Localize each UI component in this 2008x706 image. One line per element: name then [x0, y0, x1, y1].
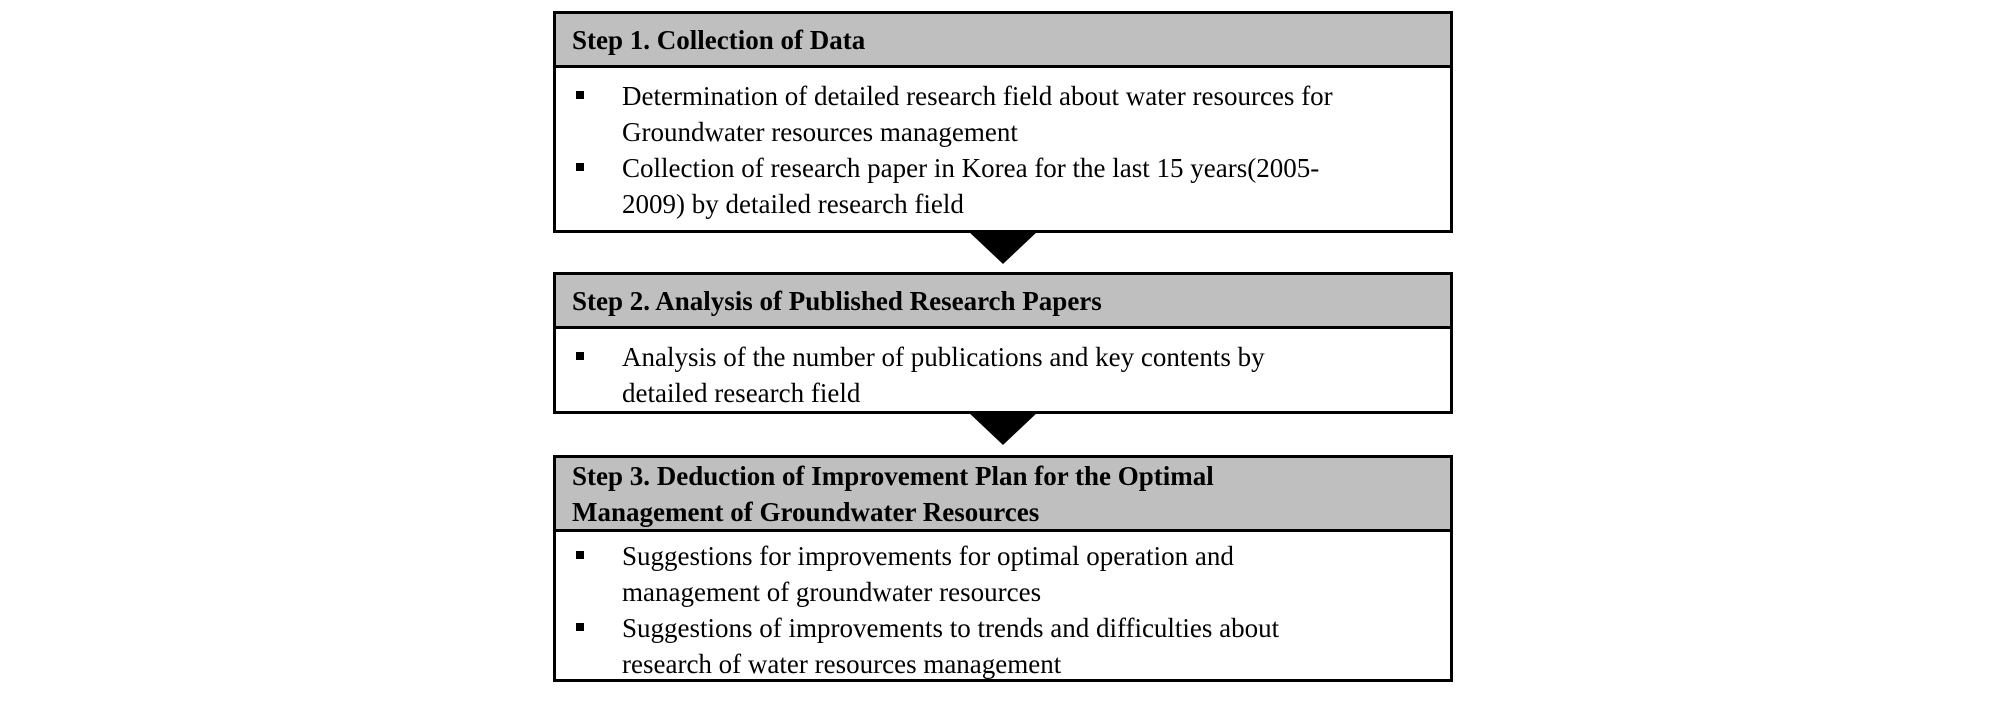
- bullet-text-line: Analysis of the number of publications and key contents by: [622, 342, 1265, 372]
- step-2-body: [556, 329, 1450, 411]
- step-3-header: [556, 458, 1450, 532]
- bullet-text-line: 2009) by detailed research field: [622, 189, 964, 219]
- step-2-box: [553, 272, 1453, 414]
- process-flowchart: [553, 11, 1453, 682]
- square-bullet-icon: [576, 551, 584, 559]
- step-3-title-line: Management of Groundwater Resources: [572, 496, 1040, 527]
- step-1-header: [556, 14, 1450, 68]
- step-1-box: [553, 11, 1453, 233]
- square-bullet-icon: [576, 623, 584, 631]
- step-2-header: [556, 275, 1450, 329]
- bullet-text-line: Suggestions for improvements for optimal operation and: [622, 541, 1234, 571]
- bullet-item: [572, 610, 1434, 682]
- bullet-text-line: Collection of research paper in Korea for the last 15 years(2005-: [622, 153, 1320, 183]
- bullet-item: [572, 538, 1434, 610]
- bullet-item: [572, 339, 1434, 411]
- bullet-text-line: Suggestions of improvements to trends and difficulties about: [622, 613, 1280, 643]
- bullet-text-line: detailed research field: [622, 378, 861, 408]
- step-3-title-line: Step 3. Deduction of Improvement Plan for the Optimal: [572, 460, 1214, 491]
- step-1-title: Step 1. Collection of Data: [572, 24, 866, 55]
- bullet-text-line: Groundwater resources management: [622, 117, 1018, 147]
- step-3-box: [553, 455, 1453, 682]
- down-arrow-icon: [967, 230, 1039, 264]
- step-2-title: Step 2. Analysis of Published Research Papers: [572, 285, 1102, 316]
- down-arrow-icon: [967, 411, 1039, 445]
- bullet-text-line: management of groundwater resources: [622, 577, 1042, 607]
- bullet-text-line: research of water resources management: [622, 649, 1062, 679]
- step-1-body: [556, 68, 1450, 222]
- square-bullet-icon: [576, 91, 584, 99]
- bullet-item: [572, 150, 1434, 222]
- bullet-item: [572, 78, 1434, 150]
- square-bullet-icon: [576, 352, 584, 360]
- step-3-body: [556, 532, 1450, 682]
- bullet-text-line: Determination of detailed research field about water resources for: [622, 81, 1333, 111]
- square-bullet-icon: [576, 163, 584, 171]
